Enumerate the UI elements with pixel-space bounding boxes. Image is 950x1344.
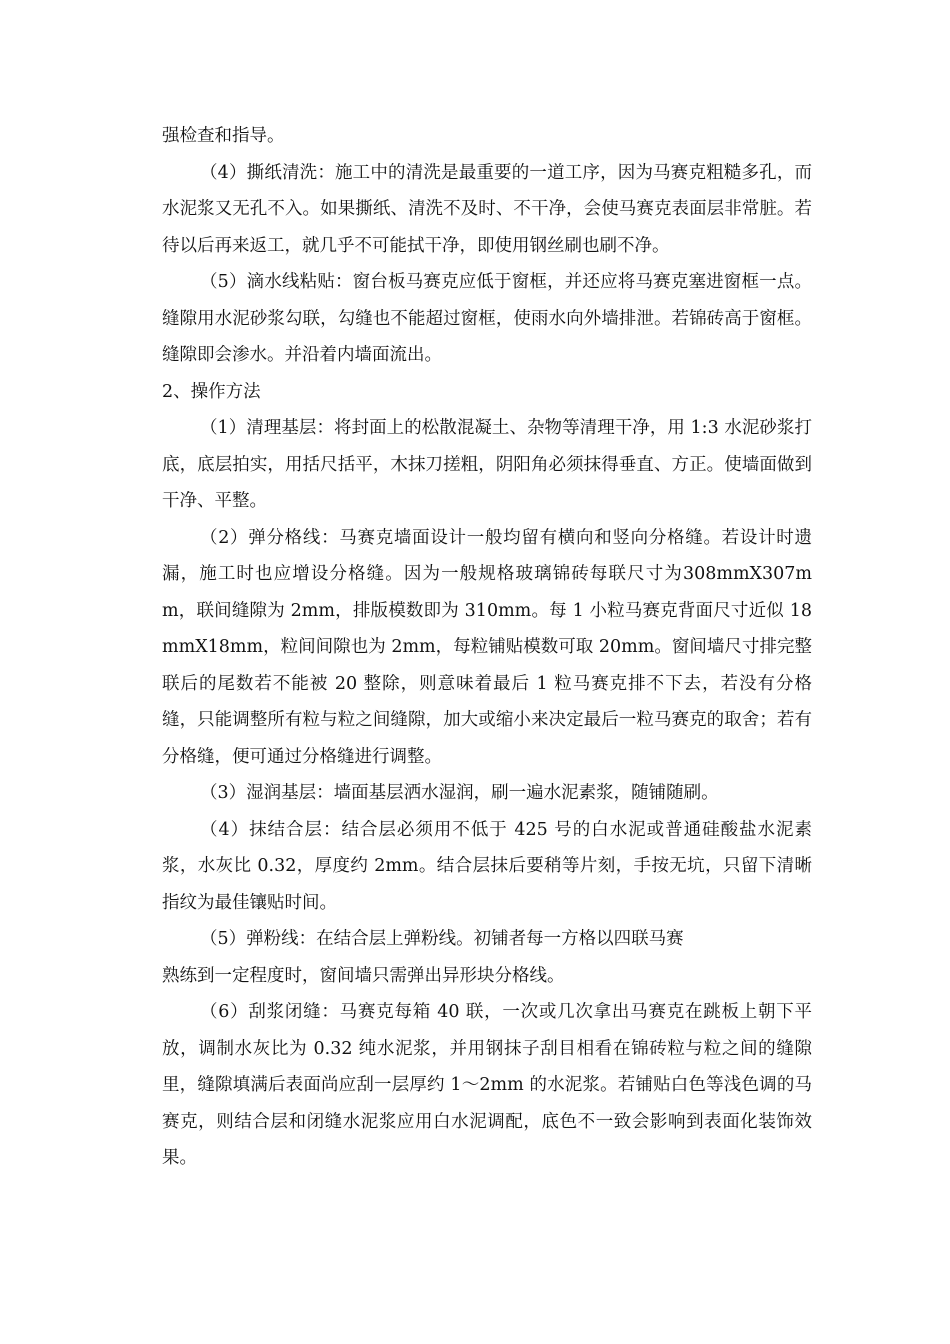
paragraph-clean-base-layer: （1）清理基层：将封面上的松散混凝土、杂物等清理干净，用 1:3 水泥砂浆打底，底层拍实，用括尺括平，木抹刀搓粗，阴阳角必须抹得垂直、方正。使墙面做到干净、平整。	[162, 418, 812, 511]
document-body	[162, 118, 812, 1177]
paragraph-continuation: 强检查和指导。	[162, 126, 285, 146]
paragraph-grout-sealing: （6）刮浆闭缝：马赛克每箱 40 联，一次或几次拿出马赛克在跳板上朝下平放，调制水灰比为 0.32 纯水泥浆，并用钢抹子刮目相看在锦砖粒与粒之间的缝隙里，缝隙填满后表面尚应刮一层厚约 1～2mm 的水泥浆。若铺贴白色等浅色调的马赛克，则结合层和闭缝水泥浆应用白水泥调配，底色不一致会影响到表面化装饰效果。	[162, 1002, 812, 1168]
paragraph-bonding-layer: （4）抹结合层：结合层必须用不低于 425 号的白水泥或普通硅酸盐水泥素浆，水灰比 0.32，厚度约 2mm。结合层抹后要稍等片刻，手按无坑，只留下清晰指纹为最佳镶贴时间。	[162, 819, 812, 913]
paragraph-grid-lines: （2）弹分格线：马赛克墙面设计一般均留有横向和竖向分格缝。若设计时遗漏，施工时也应增设分格缝。因为一般规格玻璃锦砖每联尺寸为308mmX307mm，联间缝隙为 2mm，排版模数即为 310mm。每 1 小粒马赛克背面尺寸近似 18mmX18mm，粒间间隙也为 2mm，每粒铺贴模数可取 20mm。窗间墙尺寸排完整联后的尾数若不能被 20 整除，则意味着最后 1 粒马赛克排不下去，若没有分格缝，只能调整所有粒与粒之间缝隙，加大或缩小来决定最后一粒马赛克的取舍；若有分格缝，便可通过分格缝进行调整。	[162, 527, 812, 767]
section-heading-operation-method: 2、操作方法	[162, 381, 261, 402]
paragraph-chalk-lines: （5）弹粉线：在结合层上弹粉线。初铺者每一方格以四联马赛	[200, 929, 684, 949]
paragraph-wet-base-layer: （3）湿润基层：墙面基层洒水湿润，刷一遍水泥素浆，随铺随刷。	[200, 783, 719, 803]
paragraph-drip-line-pasting: （5）滴水线粘贴：窗台板马赛克应低于窗框，并还应将马赛克塞进窗框一点。缝隙用水泥砂浆勾联，勾缝也不能超过窗框，使雨水向外墙排泄。若锦砖高于窗框。缝隙即会渗水。并沿着内墙面流出。	[162, 272, 812, 365]
paragraph-tear-paper-cleaning: （4）撕纸清洗：施工中的清洗是最重要的一道工序，因为马赛克粗糙多孔，而水泥浆又无孔不入。如果撕纸、清洗不及时、不干净，会使马赛克表面层非常脏。若待以后再来返工，就几乎不可能拭干净，即使用钢丝刷也刷不净。	[162, 162, 812, 256]
paragraph-chalk-lines-continued: 熟练到一定程度时，窗间墙只需弹出异形块分格线。	[162, 965, 565, 986]
